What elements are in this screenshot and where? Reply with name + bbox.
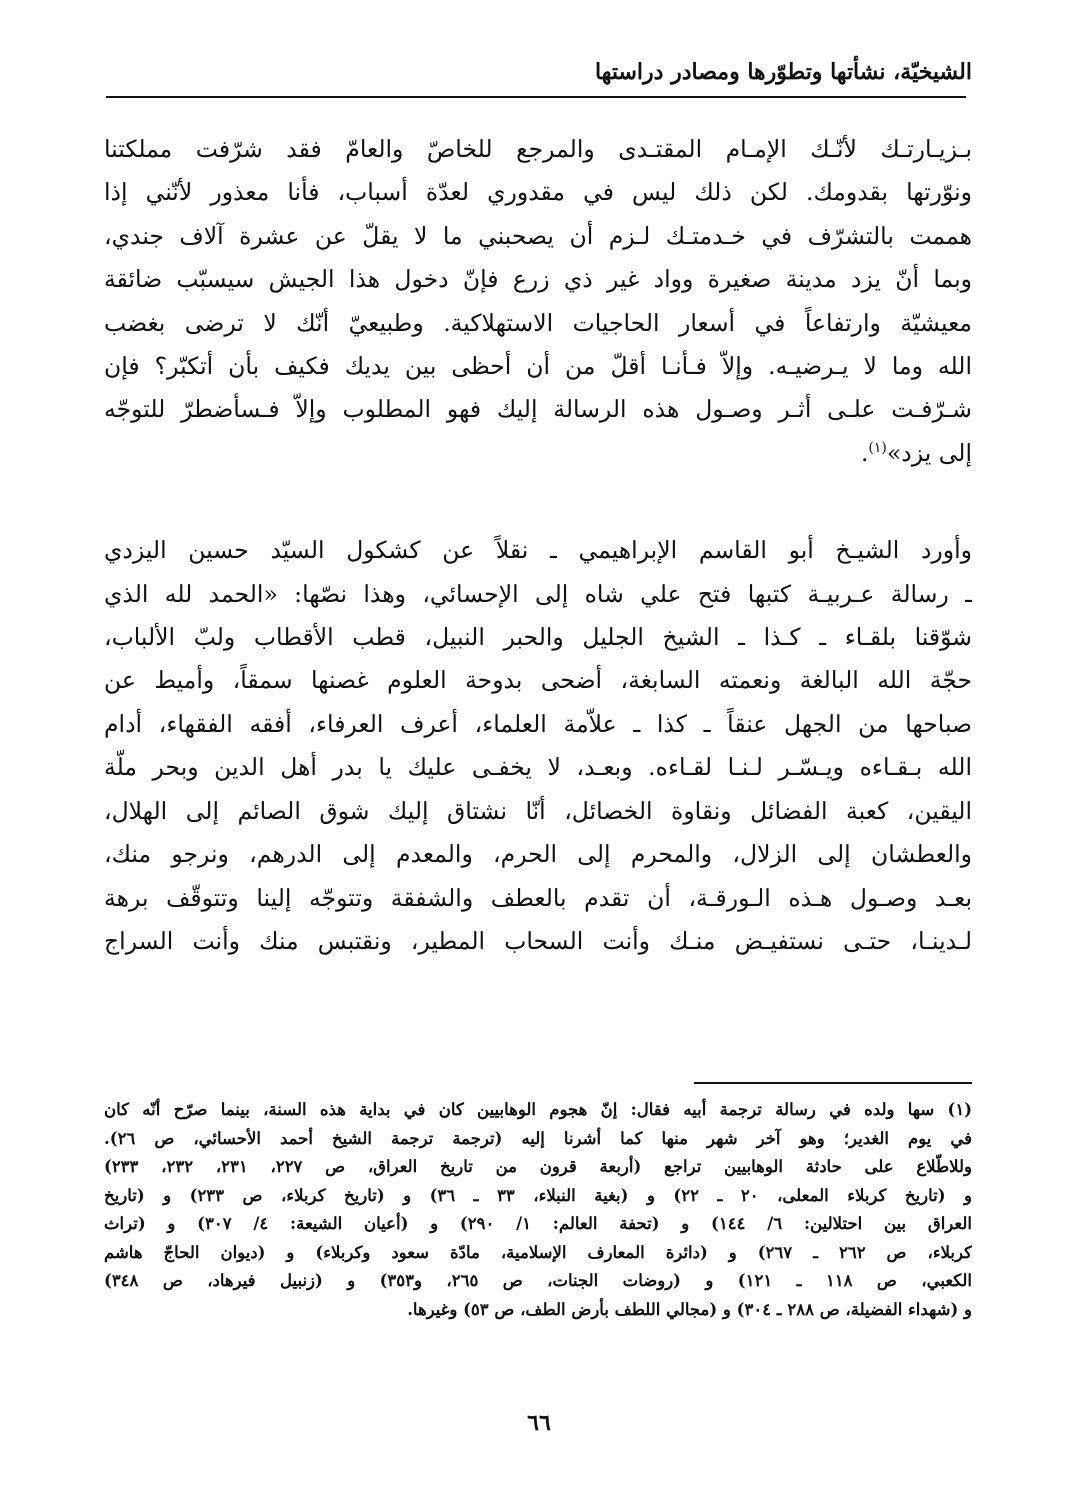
- paragraph-1-line: الله وما لا يـرضيـه. وإلاّ فـأنـا أقلّ من أن أحظى بين يديك فكيف بأن أتكبّر؟ فإن: [104, 352, 972, 381]
- paragraph-gap: [104, 475, 972, 529]
- footnote-line: و (شهداء الفضيلة، ص ٢٨٨ ـ ٣٠٤) و (مجالي اللطف بأرض الطف، ص ٥٣) وغيرها.: [407, 1299, 972, 1319]
- footnote-reference: (١): [868, 440, 887, 457]
- paragraph-2-line: الله بـقـاءه ويـسّـر لـنـا لقـاءه. وبعـد، لا يخفـى عليك يا بدر أهل الدين وبحر ملّة: [104, 753, 972, 782]
- page-number: ٦٦: [527, 1410, 551, 1436]
- paragraph-2-line: والعطشان إلى الزلال، والمحرم إلى الحرم، والمعدم إلى الدرهم، ونرجو منك،: [104, 840, 972, 869]
- header-rule: [106, 96, 966, 98]
- paragraph-2-line: صباحها من الجهل عنقاً ـ كذا ـ علاّمة العلماء، أعرف العرفاء، أفقه الفقهاء، أدام: [104, 709, 972, 738]
- paragraph-1-line: هممت بالتشرّف في خـدمتـك لـزم أن يصحبني ما لا يقلّ عن عشرة آلاف جندي،: [104, 221, 972, 250]
- paragraph-2-line: بعـد وصـول هـذه الـورقـة، أن تقدم بالعطف والشفقة وتتوجّه إلينا وتتوقّف برهة: [104, 883, 972, 912]
- paragraph-1-last-line: [104, 432, 972, 475]
- paragraph-2-line: وأورد الشيـخ أبو القاسم الإبراهيمي ـ نقلاً عن كشكول السيّد حسين اليزدي: [104, 536, 972, 565]
- footnote-line: الكعبي، ص ١١٨ ـ ١٢١) و (روضات الجنات، ص ٢٦٥، و٣٥٣) و (زنبيل فيرهاد، ص ٣٤٨): [104, 1271, 972, 1290]
- paragraph-1-line: معيشيّة وارتفاعاً في أسعار الحاجيات الاستهلاكية. وطبيعيّ أنّك لا ترضى بغضب: [104, 308, 972, 337]
- running-header: الشيخيّة، نشأتها وتطوّرها ومصادر دراستها: [594, 59, 972, 85]
- paragraph-1-line-text: إلى يزد»: [886, 438, 972, 467]
- footnotes: [104, 1096, 972, 1324]
- paragraph-2-line: ـ رسالة عـربيـة كتبها فتح علي شاه إلى الإحسائي، وهذا نصّها: «الحمد لله الذي: [104, 579, 972, 608]
- paragraph-1-line: شـرّفـت علـى أثـر وصـول هذه الرسالة إليك فهو المطلوب وإلاّ فـسأضطرّ للتوجّه: [104, 395, 972, 424]
- footnote-line: و (تاريخ كربلاء المعلى، ٢٠ ـ ٢٢) و (بغية النبلاء، ٣٣ ـ ٣٦) و (تاريخ كربلاء، ص ٢٣٣) و (تاريخ: [104, 1185, 972, 1205]
- footnote-line: العراق بين احتلالين: ٦/ ١٤٤) و (تحفة العالم: ١/ ٢٩٠) و (أعيان الشيعة: ٤/ ٣٠٧) و (تراث: [104, 1214, 972, 1233]
- paragraph-2-line: شوّقنا بلقـاء ـ كـذا ـ الشيخ الجليل والحبر النبيل، قطب الأقطاب ولبّ الألباب،: [104, 623, 972, 652]
- paragraph-1-line: ونوّرتها بقدومك. لكن ذلك ليس في مقدوري لعدّة أسباب، فأنا معذور لأنّني إذا: [104, 178, 972, 207]
- paragraph-1-end-mark: .: [860, 438, 869, 467]
- paragraph-2-line: حجّة الله البالغة ونعمته السابغة، أضحى بدوحة العلوم غصنها سمقاً، وأميط عن: [104, 666, 972, 695]
- paragraph-2-line: اليقين، كعبة الفضائل ونقاوة الخصائل، أنّا نشتاق إليك شوق الصائم إلى الهلال،: [104, 796, 972, 825]
- footnote-line: كربلاء، ص ٢٦٢ ـ ٢٦٧) و (دائرة المعارف الإسلامية، مادّة سعود وكربلاء) و (ديوان الحاجّ هاشم: [104, 1242, 972, 1262]
- footnote-line: في يوم الغدير؛ وهو آخر شهر منها كما أشرنا إليه (ترجمة ترجمة الشيخ أحمد الأحسائي، ص ٢٦).: [104, 1128, 972, 1148]
- footnote-line: وللاطّلاع على حادثة الوهابيين تراجع (أربعة قرون من تاريخ العراق، ص ٢٢٧، ٢٣١، ٢٣٢، ٢٣٣): [104, 1157, 972, 1176]
- paragraph-2-line: لـدينـا، حتـى نستفيـض منـك وأنت السحاب المطير، ونقتبس منك وأنت السراج: [104, 926, 972, 955]
- footnote-line: (١) سها ولده في رسالة ترجمة أبيه فقال: إنّ هجوم الوهابيين كان في بداية هذه السنة، بينما صرّح أنّه كان: [104, 1100, 972, 1119]
- paragraph-1-line: بـزيـارتـك لأنّـك الإمـام المقتـدى والمرجع للخاصّ والعامّ فقد شرّفت مملكتنا: [104, 135, 972, 163]
- paragraph-1-line: وبما أنّ يزد مدينة صغيرة وواد غير ذي زرع فإنّ دخول هذا الجيش سيسبّب ضائقة: [104, 265, 972, 294]
- body-text: [104, 128, 972, 963]
- footnote-rule: [694, 1082, 972, 1084]
